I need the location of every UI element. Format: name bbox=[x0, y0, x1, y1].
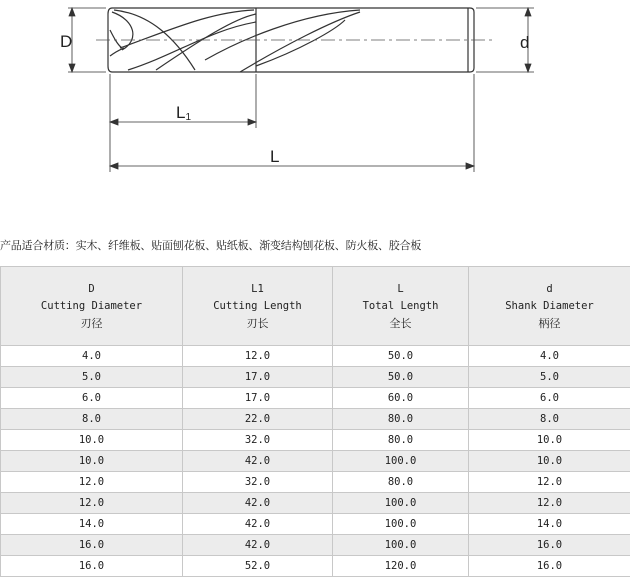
table-cell: 12.0 bbox=[1, 472, 183, 493]
table-row bbox=[1, 514, 630, 535]
column-header-symbol: L bbox=[333, 281, 468, 298]
table-cell: 42.0 bbox=[183, 493, 333, 514]
column-header bbox=[183, 267, 333, 346]
column-header-en: Total Length bbox=[333, 298, 468, 315]
table-row bbox=[1, 535, 630, 556]
column-header bbox=[469, 267, 630, 346]
column-header-zh: 刃径 bbox=[1, 315, 182, 332]
table-cell: 5.0 bbox=[1, 367, 183, 388]
table-cell: 42.0 bbox=[183, 535, 333, 556]
flute-10 bbox=[110, 48, 124, 56]
flute-8 bbox=[256, 20, 345, 66]
table-cell: 12.0 bbox=[469, 493, 630, 514]
table-cell: 12.0 bbox=[1, 493, 183, 514]
table-cell: 80.0 bbox=[333, 472, 469, 493]
column-header-symbol: L1 bbox=[183, 281, 332, 298]
table-cell: 16.0 bbox=[469, 556, 630, 577]
table-cell: 52.0 bbox=[183, 556, 333, 577]
spec-table-body bbox=[1, 346, 630, 577]
table-row bbox=[1, 388, 630, 409]
column-header-symbol: d bbox=[469, 281, 630, 298]
spec-table-header bbox=[1, 267, 630, 346]
table-row bbox=[1, 409, 630, 430]
table-cell: 16.0 bbox=[469, 535, 630, 556]
column-header-zh: 柄径 bbox=[469, 315, 630, 332]
table-cell: 50.0 bbox=[333, 367, 469, 388]
table-cell: 10.0 bbox=[469, 451, 630, 472]
column-header-symbol: D bbox=[1, 281, 182, 298]
label-D: D bbox=[60, 32, 72, 51]
table-cell: 100.0 bbox=[333, 451, 469, 472]
table-cell: 17.0 bbox=[183, 388, 333, 409]
table-cell: 50.0 bbox=[333, 346, 469, 367]
table-cell: 4.0 bbox=[469, 346, 630, 367]
flute-9 bbox=[110, 30, 122, 48]
table-cell: 6.0 bbox=[469, 388, 630, 409]
table-cell: 16.0 bbox=[1, 535, 183, 556]
label-d: d bbox=[520, 33, 529, 52]
column-header-en: Cutting Diameter bbox=[1, 298, 182, 315]
table-cell: 120.0 bbox=[333, 556, 469, 577]
table-cell: 6.0 bbox=[1, 388, 183, 409]
column-header-zh: 全长 bbox=[333, 315, 468, 332]
spec-table bbox=[0, 266, 630, 577]
materials-note: 产品适合材质：实木、纤维板、贴面刨花板、贴纸板、渐变结构刨花板、防火板、胶合板 bbox=[0, 237, 630, 255]
table-cell: 14.0 bbox=[1, 514, 183, 535]
table-row bbox=[1, 472, 630, 493]
end-mill-diagram bbox=[0, 0, 630, 236]
column-header-en: Cutting Length bbox=[183, 298, 332, 315]
table-cell: 32.0 bbox=[183, 472, 333, 493]
table-cell: 8.0 bbox=[1, 409, 183, 430]
column-header bbox=[1, 267, 183, 346]
dimension-L1 bbox=[110, 74, 256, 172]
table-cell: 100.0 bbox=[333, 493, 469, 514]
table-cell: 16.0 bbox=[1, 556, 183, 577]
table-cell: 60.0 bbox=[333, 388, 469, 409]
table-cell: 22.0 bbox=[183, 409, 333, 430]
table-cell: 80.0 bbox=[333, 409, 469, 430]
table-cell: 10.0 bbox=[469, 430, 630, 451]
flute-6 bbox=[205, 10, 360, 60]
table-cell: 10.0 bbox=[1, 430, 183, 451]
table-cell: 100.0 bbox=[333, 514, 469, 535]
header-row bbox=[1, 267, 630, 346]
table-cell: 14.0 bbox=[469, 514, 630, 535]
table-cell: 17.0 bbox=[183, 367, 333, 388]
table-cell: 42.0 bbox=[183, 514, 333, 535]
column-header bbox=[333, 267, 469, 346]
table-cell: 4.0 bbox=[1, 346, 183, 367]
table-row bbox=[1, 367, 630, 388]
table-cell: 10.0 bbox=[1, 451, 183, 472]
label-L: L bbox=[270, 147, 279, 166]
table-row bbox=[1, 493, 630, 514]
flute-3 bbox=[120, 10, 254, 48]
table-cell: 100.0 bbox=[333, 535, 469, 556]
table-row bbox=[1, 556, 630, 577]
label-L1: L1 bbox=[176, 103, 191, 123]
table-row bbox=[1, 451, 630, 472]
table-row bbox=[1, 430, 630, 451]
column-header-zh: 刃长 bbox=[183, 315, 332, 332]
column-header-en: Shank Diameter bbox=[469, 298, 630, 315]
table-cell: 42.0 bbox=[183, 451, 333, 472]
table-cell: 5.0 bbox=[469, 367, 630, 388]
table-row bbox=[1, 346, 630, 367]
table-cell: 32.0 bbox=[183, 430, 333, 451]
table-cell: 80.0 bbox=[333, 430, 469, 451]
table-cell: 8.0 bbox=[469, 409, 630, 430]
table-cell: 12.0 bbox=[469, 472, 630, 493]
table-cell: 12.0 bbox=[183, 346, 333, 367]
dimension-L bbox=[110, 74, 474, 172]
